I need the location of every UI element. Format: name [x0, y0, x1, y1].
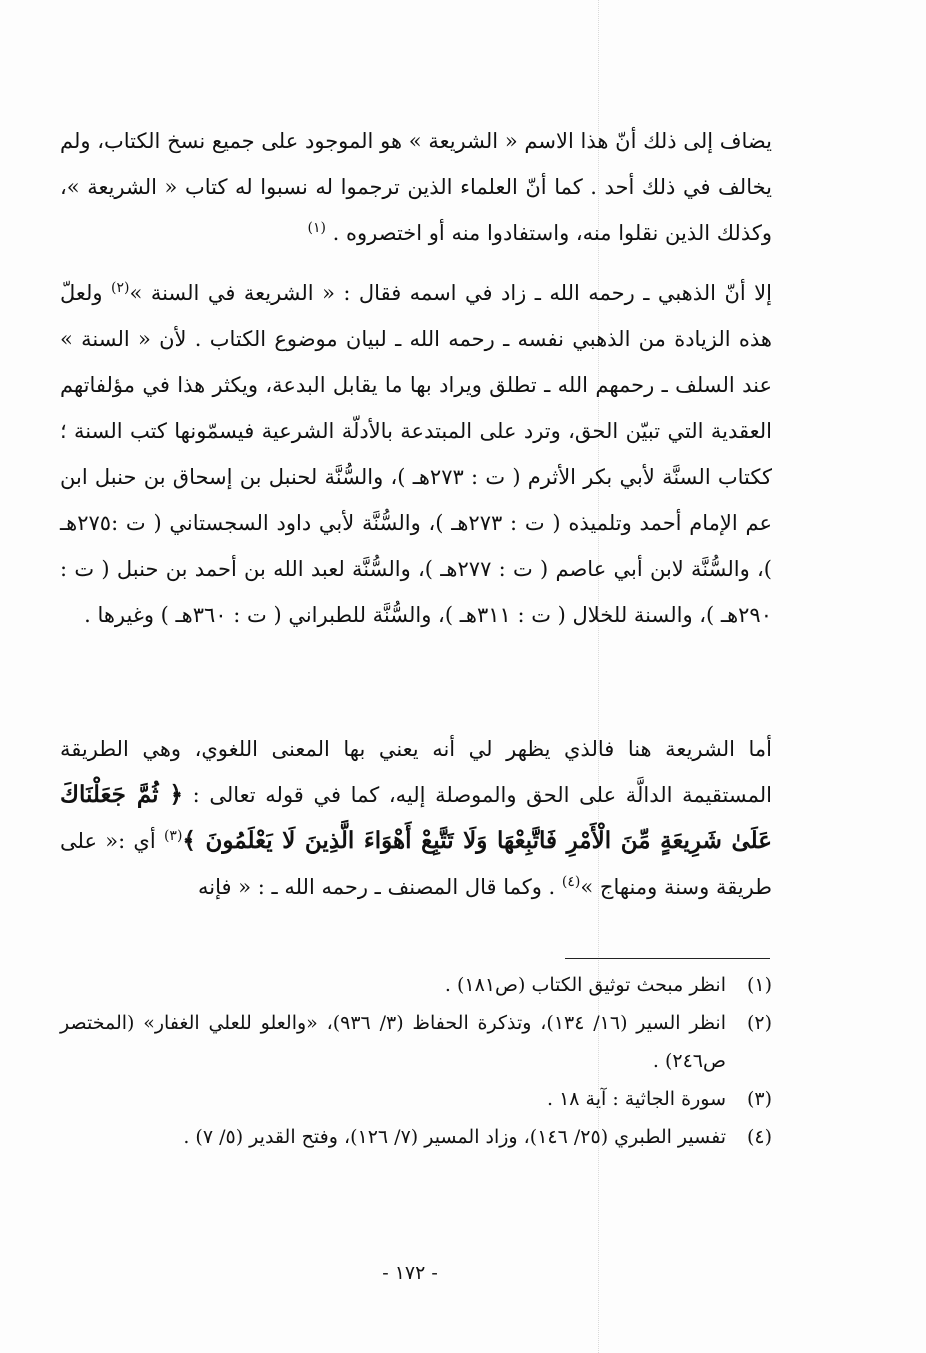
- footnote-ref-4[interactable]: (٤): [561, 874, 581, 890]
- footnote-number: (١): [746, 974, 772, 996]
- page-number: - ١٧٢ -: [382, 1262, 438, 1284]
- footnote-item: [60, 1080, 772, 1118]
- paragraph-3: [60, 726, 772, 910]
- footnote-separator: [565, 958, 770, 959]
- footnote-text: تفسير الطبري (٢٥/ ١٤٦)، وزاد المسير (٧/ ١٢٦)، وفتح القدير (٥/ ٧) .: [183, 1126, 726, 1148]
- footnote-ref-1[interactable]: (١): [307, 220, 326, 236]
- paragraph-1: [60, 118, 772, 256]
- footnotes-list: [60, 966, 772, 1156]
- paragraph-2: [60, 270, 772, 638]
- paragraph-2-text-b: ولعلّ هذه الزيادة من الذهبي نفسه ـ رحمه الله ـ لبيان موضوع الكتاب . لأن « السنة » عند السلف ـ رحمهم الله ـ تطلق ويراد بها ما يقابل البدعة، ويكثر هذا في مؤلفاتهم العقدية التي تبيّن الحق، وترد على المبتدعة بالأدلّة الشرعية فيسمّونها كتب السنة ؛ ككتاب السنَّة لأبي بكر الأثرم ( ت : ٢٧٣هـ )، والسُّنَّة لحنبل بن إسحاق بن حنبل ابن عم الإمام أحمد وتلميذه ( ت : ٢٧٣هـ )، والسُّنَّة لأبي داود السجستاني ( ت :٢٧٥هـ )، والسُّنَّة لابن أبي عاصم ( ت : ٢٧٧هـ )، والسُّنَّة لعبد الله بن أحمد بن حنبل ( ت : ٢٩٠هـ )، والسنة للخلال ( ت : ٣١١هـ )، والسُّنَّة للطبراني ( ت : ٣٦٠هـ ) وغيرها .: [60, 281, 773, 627]
- footnote-number: (٢): [746, 1012, 772, 1034]
- footnote-text: سورة الجاثية : آية ١٨ .: [546, 1088, 726, 1110]
- footnote-number: (٣): [746, 1088, 772, 1110]
- paragraph-1-text: يضاف إلى ذلك أنّ هذا الاسم « الشريعة » هو الموجود على جميع نسخ الكتاب، ولم يخالف في ذلك أحد . كما أنّ العلماء الذين ترجموا له نسبوا له كتاب « الشريعة »، وكذلك الذين نقلوا منه، واستفادوا منه أو اختصروه .: [60, 129, 772, 245]
- footnote-item: [60, 966, 772, 1004]
- paragraph-3-text-b: أي :« على طريقة وسنة ومنهاج »: [60, 829, 772, 899]
- footnote-ref-3[interactable]: (٣): [163, 828, 183, 844]
- quran-verse: ﴿ ثُمَّ جَعَلْنَاكَ عَلَىٰ شَرِيعَةٍ مِّنَ الْأَمْرِ فَاتَّبِعْهَا وَلَا تَتَّبِعْ أَهْوَاءَ الَّذِينَ لَا يَعْلَمُونَ ﴾: [60, 781, 772, 854]
- footnote-number: (٤): [746, 1126, 772, 1148]
- paragraph-3-text-a: أما الشريعة هنا فالذي يظهر لي أنه يعني بها المعنى اللغوي، وهي الطريقة المستقيمة الدالَّة على الحق والموصلة إليه، كما في قوله تعالى :: [60, 737, 772, 807]
- paragraph-3-text-c: . وكما قال المصنف ـ رحمه الله ـ : « فإنه: [198, 875, 556, 899]
- footnote-ref-2[interactable]: (٢): [111, 280, 130, 296]
- footnote-text: انظر السير (١٦/ ١٣٤)، وتذكرة الحفاظ (٣/ ٩٣٦)، «والعلو للعلي الغفار» (المختصر ص٢٤٦) .: [60, 1012, 726, 1072]
- footnote-item: [60, 1004, 772, 1080]
- paragraph-2-text-a: إلا أنّ الذهبي ـ رحمه الله ـ زاد في اسمه فقال : « الشريعة في السنة »: [129, 281, 772, 305]
- footnote-text: انظر مبحث توثيق الكتاب (ص١٨١) .: [444, 974, 726, 996]
- footnote-item: [60, 1118, 772, 1156]
